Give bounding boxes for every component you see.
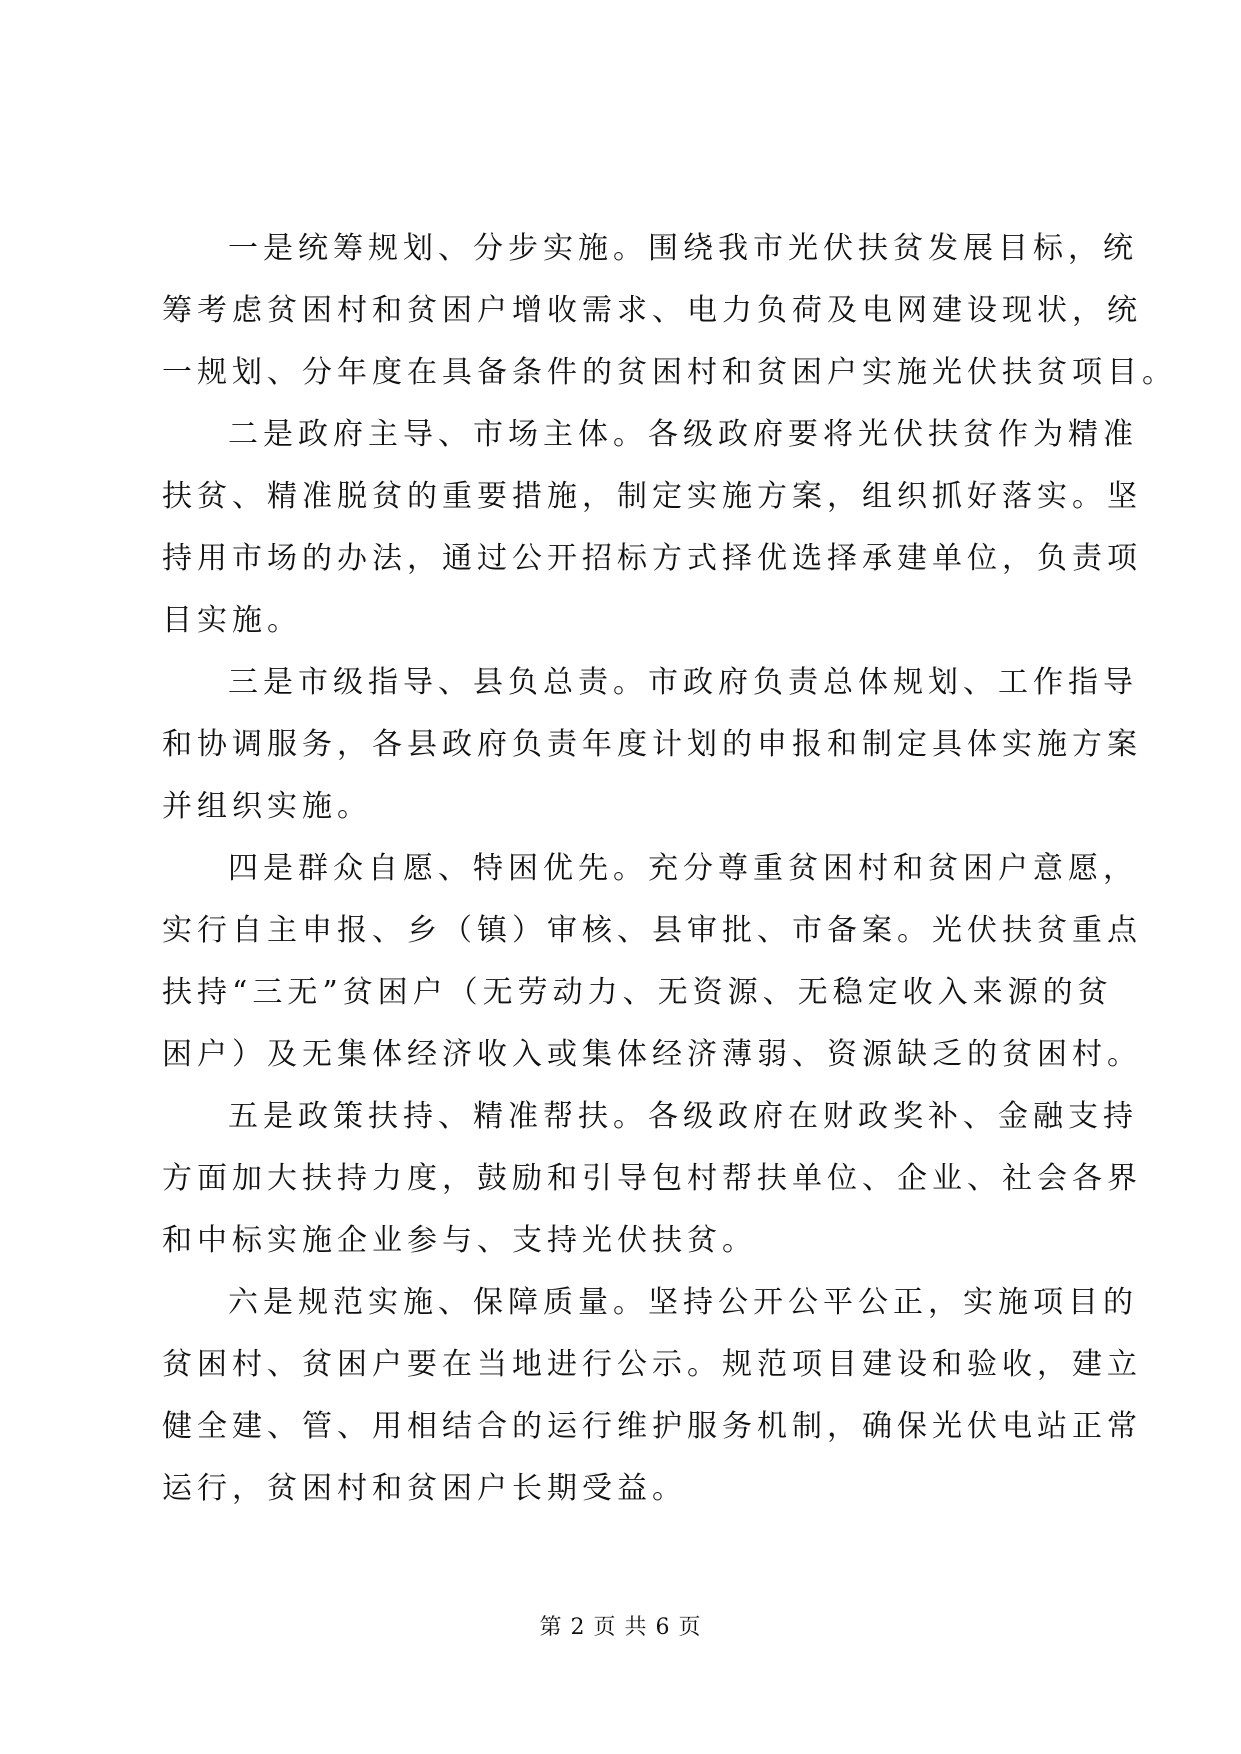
page-number-footer: 第 2 页 共 6 页 [539, 1615, 702, 1640]
paragraph-1-line-2: 筹考虑贫困村和贫困户增收需求、电力负荷及电网建设现状，统 [162, 293, 1142, 328]
paragraph-4-line-3: 扶持“三无”贫困户（无劳动力、无资源、无稳定收入来源的贫 [162, 975, 1113, 1010]
paragraph-1-line-3: 一规划、分年度在具备条件的贫困村和贫困户实施光伏扶贫项目。 [162, 355, 1177, 390]
paragraph-2-line-2: 扶贫、精准脱贫的重要措施，制定实施方案，组织抓好落实。坚 [162, 479, 1142, 514]
paragraph-2-line-1: 二是政府主导、市场主体。各级政府要将光伏扶贫作为精准 [228, 417, 1138, 452]
paragraph-6-line-4: 运行，贫困村和贫困户长期受益。 [162, 1471, 687, 1506]
paragraph-3-line-2: 和协调服务，各县政府负责年度计划的申报和制定具体实施方案 [162, 727, 1142, 762]
paragraph-4-line-2: 实行自主申报、乡（镇）审核、县审批、市备案。光伏扶贫重点 [162, 913, 1142, 948]
paragraph-3-line-3: 并组织实施。 [162, 789, 372, 824]
paragraph-5-line-2: 方面加大扶持力度，鼓励和引导包村帮扶单位、企业、社会各界 [162, 1161, 1142, 1196]
document-body [162, 231, 1177, 1536]
paragraph-6-line-1: 六是规范实施、保障质量。坚持公开公平公正，实施项目的 [228, 1285, 1138, 1320]
paragraph-2-line-4: 目实施。 [162, 603, 302, 638]
paragraph-3-line-1: 三是市级指导、县负总责。市政府负责总体规划、工作指导 [228, 665, 1138, 700]
paragraph-5-line-1: 五是政策扶持、精准帮扶。各级政府在财政奖补、金融支持 [228, 1099, 1138, 1134]
paragraph-6-line-3: 健全建、管、用相结合的运行维护服务机制，确保光伏电站正常 [162, 1409, 1142, 1444]
paragraph-4-line-4: 困户）及无集体经济收入或集体经济薄弱、资源缺乏的贫困村。 [162, 1037, 1142, 1072]
paragraph-5-line-3: 和中标实施企业参与、支持光伏扶贫。 [162, 1223, 757, 1258]
paragraph-1-line-1: 一是统筹规划、分步实施。围绕我市光伏扶贫发展目标，统 [228, 231, 1138, 266]
paragraph-2-line-3: 持用市场的办法，通过公开招标方式择优选择承建单位，负责项 [162, 541, 1142, 576]
paragraph-6-line-2: 贫困村、贫困户要在当地进行公示。规范项目建设和验收，建立 [162, 1347, 1142, 1382]
paragraph-4-line-1: 四是群众自愿、特困优先。充分尊重贫困村和贫困户意愿， [228, 851, 1138, 886]
